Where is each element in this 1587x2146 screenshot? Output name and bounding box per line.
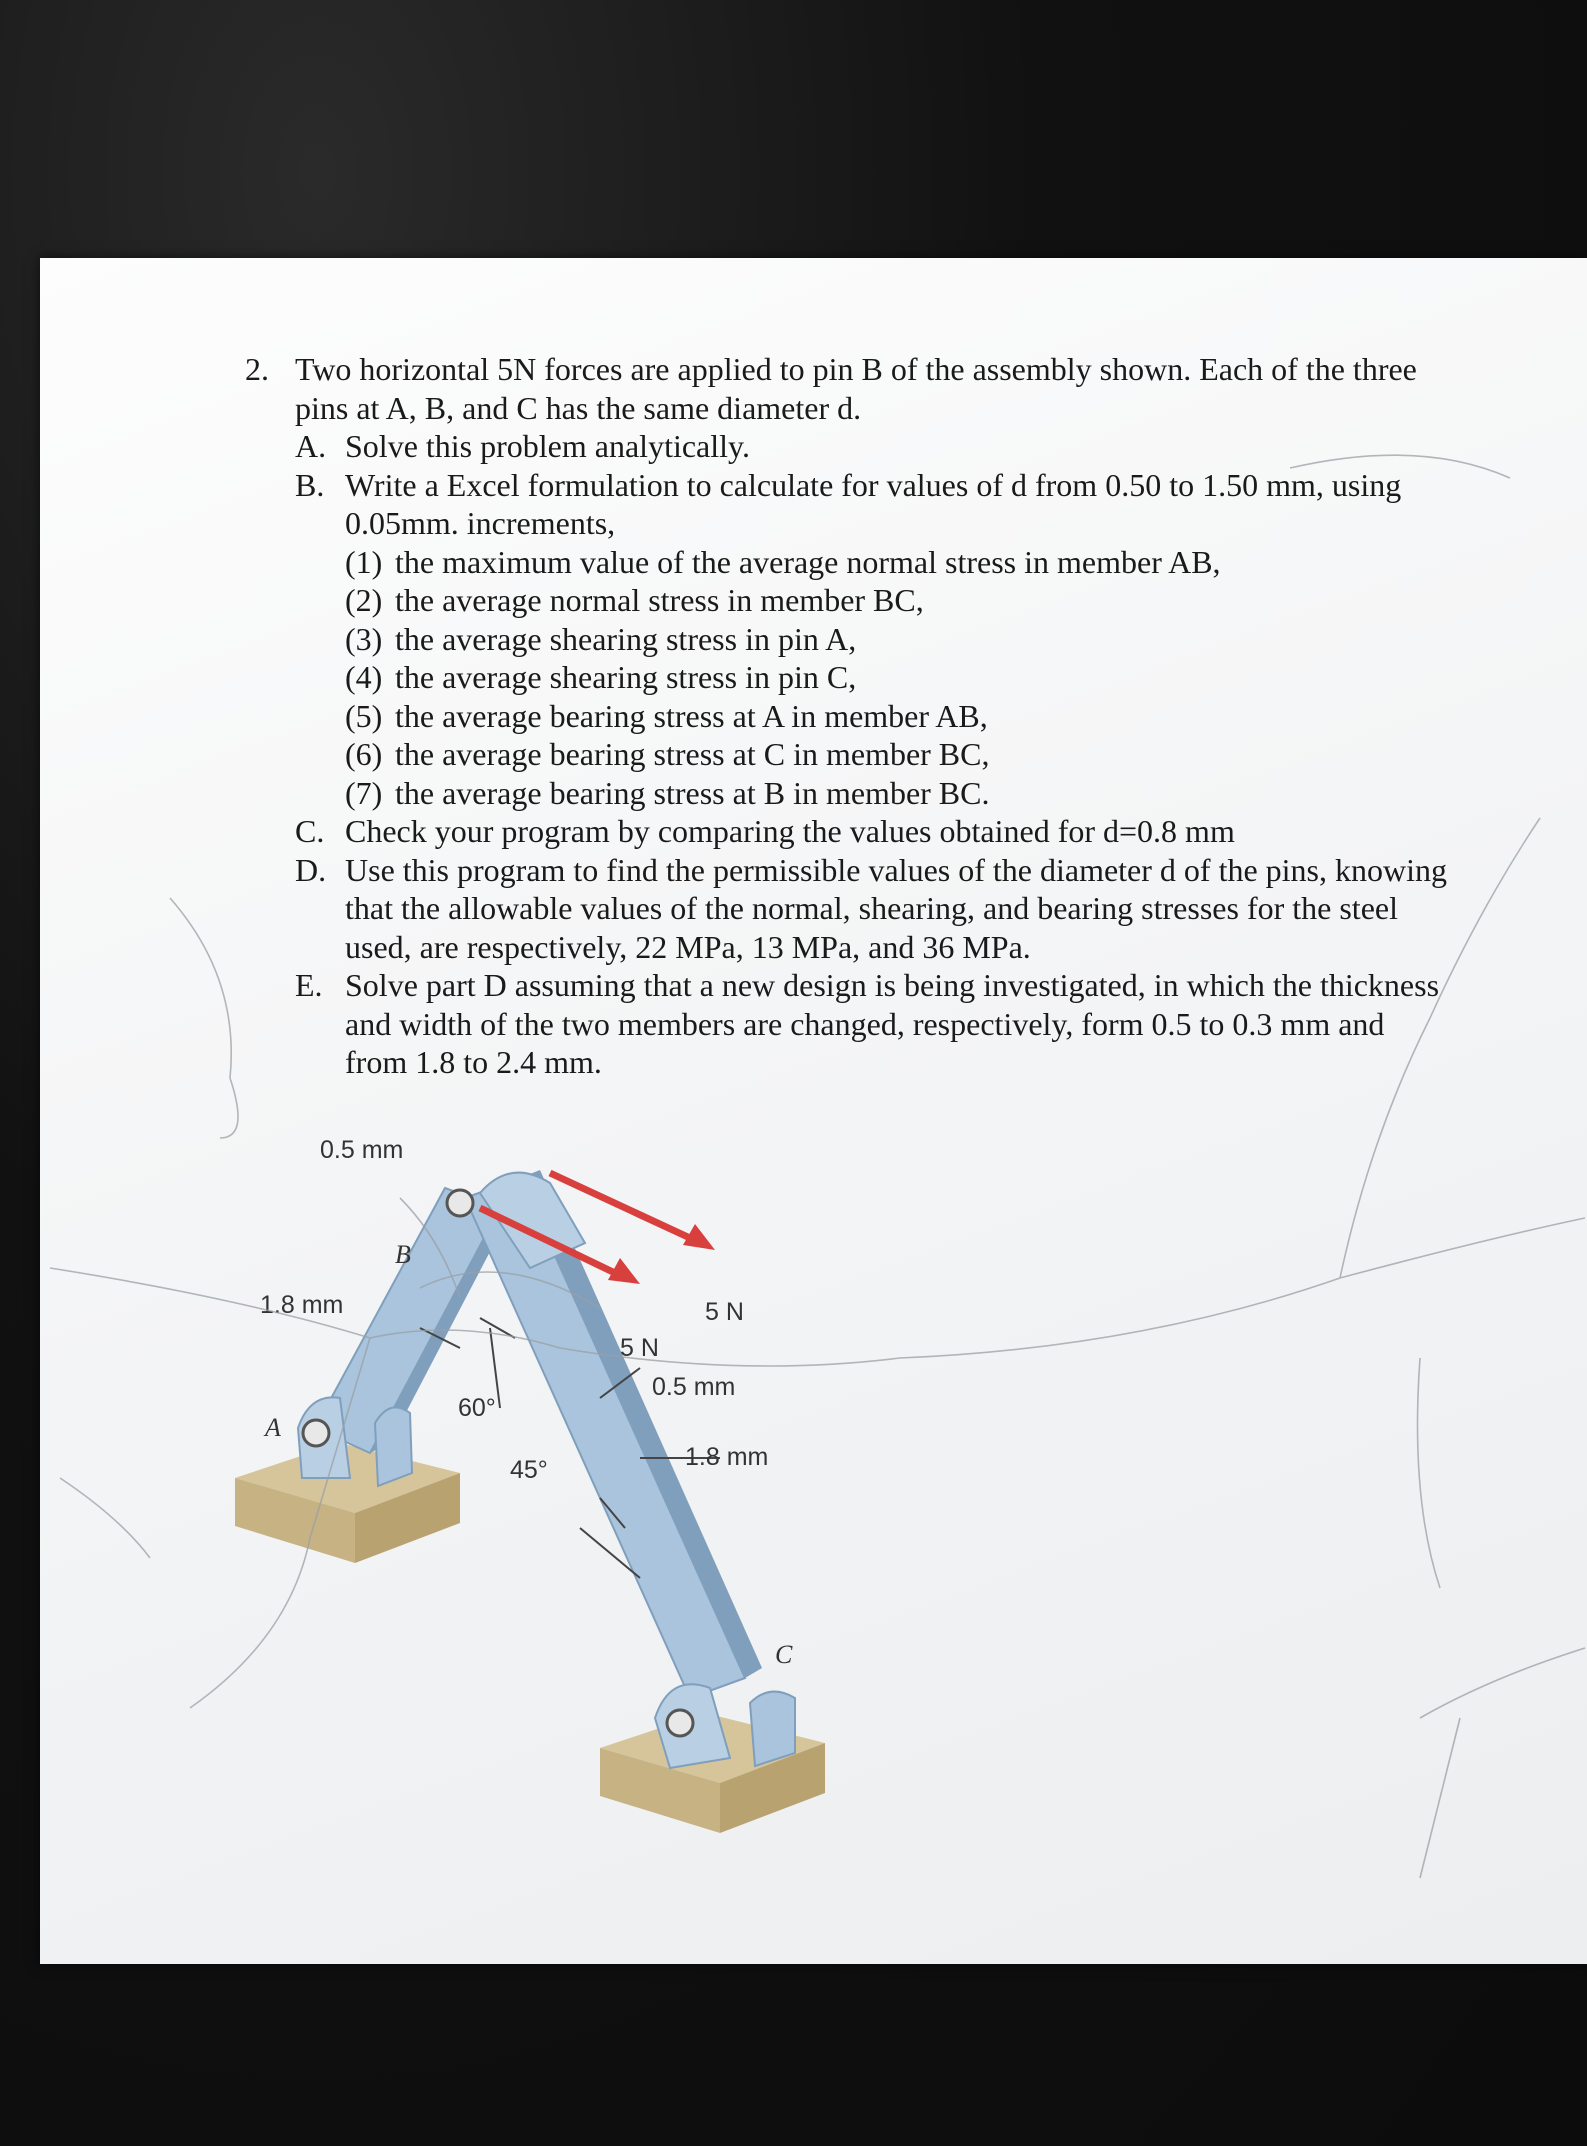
- part-e-label: E.: [295, 967, 323, 1003]
- pin-c-label: C: [775, 1640, 793, 1669]
- part-d-text-2: that the allowable values of the normal, shearing, and bearing stresses for the steel: [345, 890, 1398, 926]
- subitem-text: the average normal stress in member BC,: [395, 582, 924, 618]
- subitem-text: the average bearing stress at C in member BC,: [395, 736, 990, 772]
- part-b-cont: [245, 504, 1535, 543]
- problem-number: 2.: [245, 351, 269, 387]
- force-2-label: 5 N: [620, 1334, 659, 1362]
- subitem: [245, 735, 1535, 774]
- subitem: [245, 581, 1535, 620]
- subitem-text: the average shearing stress in pin C,: [395, 659, 857, 695]
- part-c-label: C.: [295, 813, 325, 849]
- part-e-cont: [245, 1043, 1535, 1082]
- part-d-cont: [245, 928, 1535, 967]
- pin-b-icon: [447, 1190, 473, 1216]
- subitem-text: the average shearing stress in pin A,: [395, 620, 857, 657]
- part-e-text-1: Solve part D assuming that a new design is being investigated, in which the thickness: [345, 967, 1440, 1003]
- part-e-text-3: from 1.8 to 2.4 mm.: [345, 1044, 602, 1080]
- part-e: [245, 966, 1535, 1005]
- subitem-label: (4): [345, 659, 383, 695]
- subitem-label: (1): [345, 543, 383, 580]
- part-b: [245, 466, 1535, 505]
- part-b-text-2: 0.05mm. increments,: [345, 505, 616, 541]
- part-c: [245, 812, 1535, 851]
- thickness-bc-label: 0.5 mm: [652, 1373, 736, 1401]
- monitor-screen: [40, 258, 1587, 1964]
- assembly-figure: [40, 1098, 940, 1918]
- subitem: [245, 697, 1535, 736]
- intro-line-2: pins at A, B, and C has the same diameter d.: [295, 389, 862, 426]
- part-a-label: A.: [295, 428, 327, 464]
- pin-a-label: A: [265, 1413, 281, 1442]
- part-b-label: B.: [295, 466, 325, 503]
- part-d-text-3: used, are respectively, 22 MPa, 13 MPa, and 36 MPa.: [345, 928, 1031, 965]
- angle-bc-label: 45°: [510, 1456, 548, 1484]
- part-e-cont: [245, 1005, 1535, 1044]
- part-b-text-1: Write a Excel formulation to calculate for values of d from 0.50 to 1.50 mm, using: [345, 466, 1402, 503]
- part-a-text: Solve this problem analytically.: [345, 428, 750, 464]
- subitem: [245, 620, 1535, 659]
- subitem: [245, 658, 1535, 697]
- part-d-text-1: Use this program to find the permissible values of the diameter d of the pins, knowing: [345, 851, 1447, 888]
- width-bc-label: 1.8 mm: [685, 1443, 769, 1471]
- subitem-label: (6): [345, 736, 383, 772]
- subitem-label: (7): [345, 774, 383, 811]
- part-a: [245, 427, 1535, 466]
- part-e-text-2: and width of the two members are changed, respectively, form 0.5 to 0.3 mm and: [345, 1005, 1385, 1042]
- member-bc: [465, 1170, 762, 1698]
- part-d: [245, 851, 1535, 890]
- problem-statement: [245, 350, 1535, 1082]
- intro-line-2-row: [245, 389, 1535, 428]
- problem-intro: [245, 350, 1535, 389]
- angle-ab-label: 60°: [458, 1394, 496, 1422]
- subitem: [245, 543, 1535, 582]
- subitem-text: the average bearing stress at B in member BC.: [395, 774, 990, 811]
- subitem-label: (5): [345, 697, 383, 734]
- part-c-text: Check your program by comparing the values obtained for d=0.8 mm: [345, 813, 1235, 849]
- part-d-label: D.: [295, 851, 327, 888]
- pin-a-icon: [303, 1420, 329, 1446]
- width-ab-label: 1.8 mm: [260, 1291, 344, 1319]
- pin-b-label: B: [395, 1240, 411, 1269]
- subitem-text: the average bearing stress at A in member AB,: [395, 697, 988, 734]
- force-1-label: 5 N: [705, 1298, 744, 1326]
- part-d-cont: [245, 889, 1535, 928]
- subitem-label: (2): [345, 582, 383, 618]
- thickness-ab-label: 0.5 mm: [320, 1136, 404, 1164]
- pin-c-icon: [667, 1710, 693, 1736]
- subitem: [245, 774, 1535, 813]
- intro-line-1: Two horizontal 5N forces are applied to pin B of the assembly shown. Each of the three: [295, 351, 1417, 387]
- subitem-label: (3): [345, 620, 383, 657]
- subitem-text: the maximum value of the average normal stress in member AB,: [395, 543, 1221, 580]
